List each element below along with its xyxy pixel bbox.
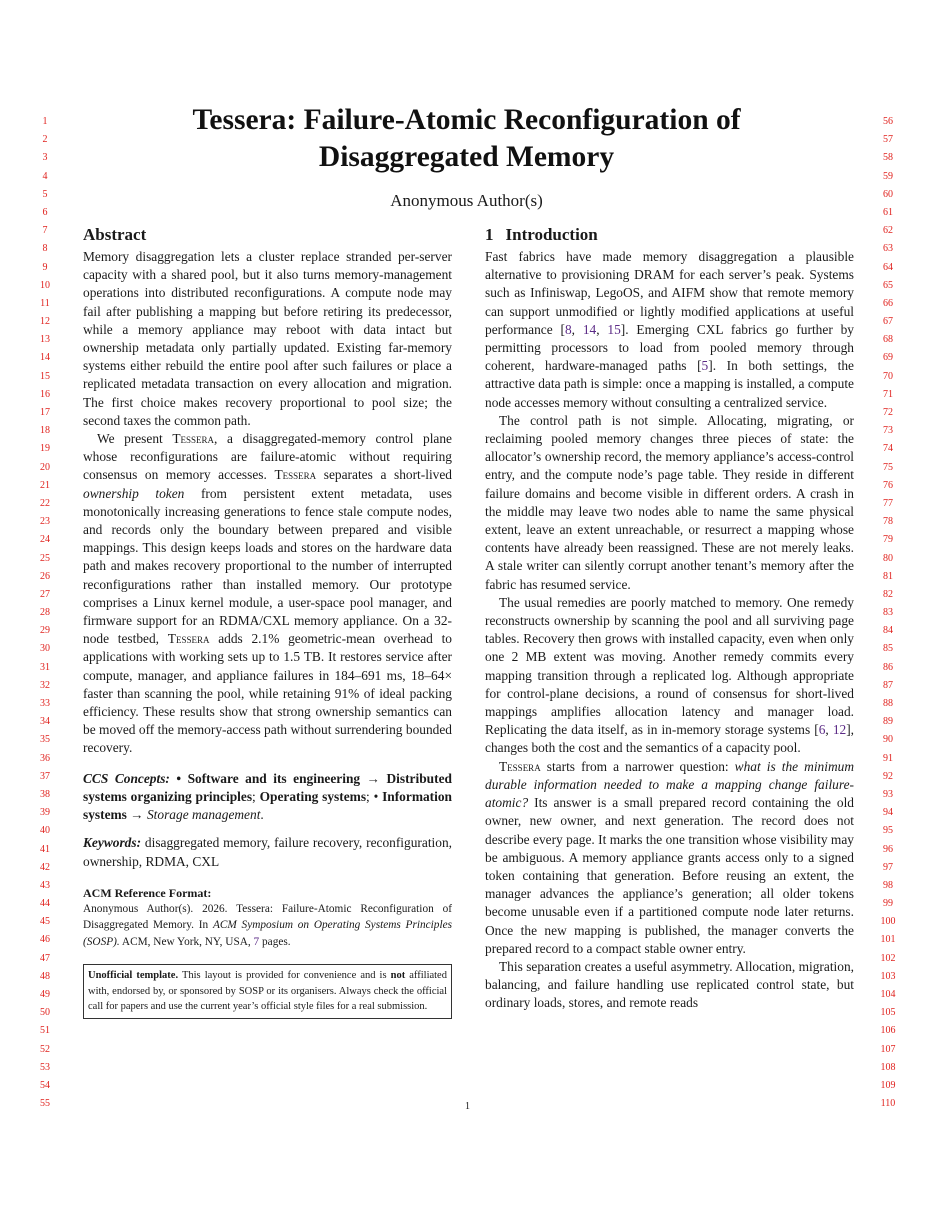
line-number: 57 xyxy=(883,134,893,146)
line-number: 26 xyxy=(40,570,50,582)
line-number: 99 xyxy=(883,898,893,910)
system-name: Tessera xyxy=(499,758,541,774)
line-number: 5 xyxy=(42,188,48,200)
citation-link[interactable]: 6 xyxy=(818,722,826,738)
line-number: 24 xyxy=(40,534,50,546)
line-number: 55 xyxy=(40,1098,50,1110)
line-number: 87 xyxy=(883,679,893,691)
line-number: 70 xyxy=(883,370,893,382)
line-number: 73 xyxy=(883,425,893,437)
line-number: 72 xyxy=(883,407,893,418)
line-number: 23 xyxy=(40,516,50,528)
introduction-heading: 1 Introduction xyxy=(485,225,598,244)
paper-title xyxy=(83,102,850,176)
citation-link[interactable]: 5 xyxy=(701,358,709,374)
right-line-numbers xyxy=(873,113,903,1113)
line-number: 105 xyxy=(880,1007,896,1019)
line-number: 14 xyxy=(40,352,50,364)
abstract-heading: Abstract xyxy=(83,225,147,244)
line-number: 38 xyxy=(40,788,50,800)
line-number: 84 xyxy=(883,625,893,637)
line-number: 104 xyxy=(880,989,896,1000)
citation-link[interactable]: 12 xyxy=(832,722,847,738)
line-number: 92 xyxy=(883,770,893,782)
line-number: 109 xyxy=(880,1079,896,1091)
citation-link[interactable]: 14 xyxy=(582,321,597,337)
line-number: 93 xyxy=(883,788,893,800)
line-number: 74 xyxy=(883,443,893,455)
line-number: 9 xyxy=(42,261,48,273)
line-number: 17 xyxy=(40,407,50,418)
line-number: 44 xyxy=(40,898,50,910)
line-number: 90 xyxy=(883,734,893,746)
line-number: 39 xyxy=(40,807,50,819)
line-number: 102 xyxy=(880,952,896,964)
line-number: 68 xyxy=(883,334,893,346)
line-number: 22 xyxy=(40,497,50,509)
line-number: 34 xyxy=(40,716,50,728)
system-name: Tessera xyxy=(172,431,215,447)
line-number: 43 xyxy=(40,879,50,891)
line-number: 1 xyxy=(42,116,48,127)
line-number: 82 xyxy=(883,588,893,600)
intro-paragraph-5: This separation creates a useful asymmetry. Allocation, migration, balancing, and failure handling use replicated control state, but ordinary loads, stores, and remote reads xyxy=(485,958,854,1011)
line-number: 60 xyxy=(883,188,893,200)
line-number: 96 xyxy=(883,843,893,855)
line-number: 3 xyxy=(42,152,48,164)
left-line-numbers xyxy=(30,113,60,1113)
line-number: 65 xyxy=(883,279,893,291)
line-number: 47 xyxy=(40,952,50,964)
citation-link[interactable]: 15 xyxy=(607,321,621,337)
line-number: 8 xyxy=(42,243,48,255)
line-number: 63 xyxy=(883,243,893,255)
line-number: 81 xyxy=(883,570,893,582)
line-number: 15 xyxy=(40,370,50,382)
line-number: 103 xyxy=(880,970,896,982)
line-number: 89 xyxy=(883,716,893,728)
line-number: 53 xyxy=(40,1061,50,1073)
line-number: 67 xyxy=(883,316,893,328)
line-number: 51 xyxy=(40,1025,50,1037)
intro-paragraph-1: Fast fabrics have made memory disaggregation a plausible alternative to provisioning DRAM for each server’s peak. Systems such as Infiniswap, LegoOS, and AIFM show that remote memory can support unmodified or lightly modified applications at useful performance [8, 14, 15]. Emerging CXL fabrics go further by permitting processors to load from pooled memory through coherent, hardware-managed paths [5]. In both settings, the attractive data path is simple: once a mapping is installed, a compute node accesses memory without consulting a centralized service. xyxy=(485,249,854,410)
line-number: 58 xyxy=(883,152,893,164)
line-number: 106 xyxy=(880,1025,896,1037)
line-number: 13 xyxy=(40,334,50,346)
line-number: 94 xyxy=(883,807,893,819)
line-number: 21 xyxy=(40,479,50,491)
intro-paragraph-2: The control path is not simple. Allocating, migrating, or reclaiming pooled memory changes three pieces of state: the allocator’s ownership record, the memory appliance’s access-control entry, and the compute node’s page table. They reside in different failure domains and become visible in different orders. A crash in the middle may leave two nodes able to name the same physical extent, leave an extent unreachable, or resurrect a mapping whose contents have already been reassigned. These are not merely leaks. A stale writer can silently corrupt another tenant’s memory after the fabric has resumed service. xyxy=(485,412,854,592)
line-number: 80 xyxy=(883,552,893,564)
line-number: 86 xyxy=(883,661,893,673)
line-number: 79 xyxy=(883,534,893,546)
abstract-paragraph-2: We present Tessera, a disaggregated-memory control plane whose reconfigurations are failure-atomic without requiring consensus on memory accesses. Tessera separates a short-lived ownership token from persistent extent metadata, uses monotonically increasing generations to fence stale compute nodes, and records only the boundary between prepared and visible mappings. This design keeps loads and stores on the hardware data path and makes recovery proportional to the number of interrupted reconfigurations rather than installed memory. Our prototype comprises a Linux kernel module, a user-space pool manager, and firmware support for an RDMA/CXL memory appliance. On a 32-node testbed, Tessera adds 2.1% geometric-mean overhead to applications with working sets up to 1.5 TB. It restores service after compute, manager, and appliance failures in 184–691 ms, 18–64× faster than scanning the pool, while retaining 91% of ideal packing efficiency. These results show that strong ownership semantics can be moved off the memory-access path without surrendering bounded recovery. xyxy=(83,431,453,756)
system-name: Tessera xyxy=(167,631,210,647)
line-number: 69 xyxy=(883,352,893,364)
line-number: 62 xyxy=(883,225,893,237)
keywords: Keywords: disaggregated memory, failure recovery, reconfiguration, ownership, RDMA, CXL xyxy=(83,835,452,869)
left-column xyxy=(83,224,452,1019)
line-number: 20 xyxy=(40,461,50,473)
line-number: 33 xyxy=(40,698,50,709)
line-number: 49 xyxy=(40,989,50,1000)
line-number: 52 xyxy=(40,1043,50,1055)
line-number: 48 xyxy=(40,970,50,982)
system-name: Tessera xyxy=(274,467,317,483)
line-number: 110 xyxy=(880,1098,896,1110)
reference-format-body: Anonymous Author(s). 2026. Tessera: Failure-Atomic Reconfiguration of Disaggregated Memory. In ACM Symposium on Operating Systems Principles (SOSP). ACM, New York, NY, USA, 7 pages. xyxy=(83,902,452,948)
line-number: 19 xyxy=(40,443,50,455)
line-number: 45 xyxy=(40,916,50,928)
line-number: 11 xyxy=(40,297,50,309)
line-number: 71 xyxy=(883,388,893,400)
line-number: 61 xyxy=(883,206,893,218)
line-number: 98 xyxy=(883,879,893,891)
line-number: 6 xyxy=(42,206,48,218)
line-number: 12 xyxy=(40,316,50,328)
line-number: 83 xyxy=(883,607,893,619)
line-number: 36 xyxy=(40,752,50,764)
line-number: 85 xyxy=(883,643,893,655)
intro-paragraph-3: The usual remedies are poorly matched to memory. One remedy reconstructs ownership by scanning the pool and all surviving page tables. Recovery then grows with installed capacity, even when only one 2 MB extent was moving. Another remedy commits every mapping transition through a replicated log. Although appropriate for control-plane decisions, a round of consensus for short-lived mappings amplifies allocation latency and manager load. Replicating the data itself, as in in-memory storage systems [6, 12], changes both the cost and the semantics of a capacity pool. xyxy=(485,594,855,756)
line-number: 101 xyxy=(880,934,896,946)
unofficial-template-notice: Unofficial template. This layout is provided for convenience and is not affiliated with, endorsed by, or sponsored by SOSP or its organisers. Always check the official call for papers and use the current year’s official style files for a real submission. xyxy=(83,964,452,1019)
line-number: 35 xyxy=(40,734,50,746)
line-number: 7 xyxy=(42,225,48,237)
line-number: 37 xyxy=(40,770,50,782)
line-number: 108 xyxy=(880,1061,896,1073)
line-number: 77 xyxy=(883,497,893,509)
line-number: 88 xyxy=(883,698,893,709)
citation-link[interactable]: 8 xyxy=(564,321,572,337)
line-number: 56 xyxy=(883,116,893,127)
line-number: 27 xyxy=(40,588,50,600)
line-number: 54 xyxy=(40,1079,50,1091)
line-number: 25 xyxy=(40,552,50,564)
abstract-paragraph-1: Memory disaggregation lets a cluster replace stranded per-server capacity with a shared pool, but it also turns memory-management operations into distributed reconfigurations. A compute node may fail after publishing a mapping but before retiring its predecessor, while a memory appliance may reboot with data intact but ownership metadata only partially updated. Existing far-memory systems either rebuild the entire pool after such failures or place a replicated metadata transaction on every allocation and migration. The first choice makes recovery proportional to pool size; the second taxes the common path. xyxy=(83,249,452,428)
line-number: 18 xyxy=(40,425,50,437)
line-number: 97 xyxy=(883,861,893,873)
line-number: 50 xyxy=(40,1007,50,1019)
intro-paragraph-4: Tessera starts from a narrower question: what is the minimum durable information needed to make a mapping change failure-atomic? Its answer is a small prepared record containing the old owner, new owner, and next generation. The record does not describe every page. It marks the one transition whose visibility may be ambiguous. A memory appliance grants access only to a signed token containing that generation. Before reusing an extent, the manager advances the appliance’s generation; all older tokens become unusable even if a partitioned compute node later returns. Once the new mapping is published, the manager converts the prepared record to a compact stable owner entry. xyxy=(485,758,854,956)
line-number: 41 xyxy=(40,843,50,855)
line-number: 75 xyxy=(883,461,893,473)
line-number: 42 xyxy=(40,861,50,873)
line-number: 28 xyxy=(40,607,50,619)
ccs-concepts: CCS Concepts: • Software and its engineering → Distributed systems organizing principles; Operating systems; • Information systems → Storage management. xyxy=(83,770,452,823)
line-number: 2 xyxy=(42,134,48,146)
line-number: 10 xyxy=(40,279,50,291)
title-line-2: Disaggregated Memory xyxy=(318,141,615,173)
page-number: 1 xyxy=(465,1101,470,1112)
page-count-link[interactable]: 7 xyxy=(253,935,260,948)
line-number: 29 xyxy=(40,625,50,637)
right-column xyxy=(485,224,854,1013)
line-number: 100 xyxy=(880,916,896,928)
line-number: 4 xyxy=(42,170,48,182)
line-number: 64 xyxy=(883,261,893,273)
line-number: 31 xyxy=(40,661,50,673)
line-number: 30 xyxy=(40,643,50,655)
line-number: 91 xyxy=(883,752,893,764)
line-number: 46 xyxy=(40,934,50,946)
line-number: 78 xyxy=(883,516,893,528)
line-number: 16 xyxy=(40,388,50,400)
line-number: 95 xyxy=(883,825,893,837)
line-number: 40 xyxy=(40,825,50,837)
title-line-1: Tessera: Failure-Atomic Reconfiguration of xyxy=(192,104,741,136)
line-number: 76 xyxy=(883,479,893,491)
reference-format-heading: ACM Reference Format: xyxy=(83,885,212,900)
line-number: 66 xyxy=(883,297,893,309)
line-number: 107 xyxy=(880,1043,896,1055)
authors: Anonymous Author(s) xyxy=(390,191,543,210)
line-number: 32 xyxy=(40,679,50,691)
line-number: 59 xyxy=(883,170,893,182)
